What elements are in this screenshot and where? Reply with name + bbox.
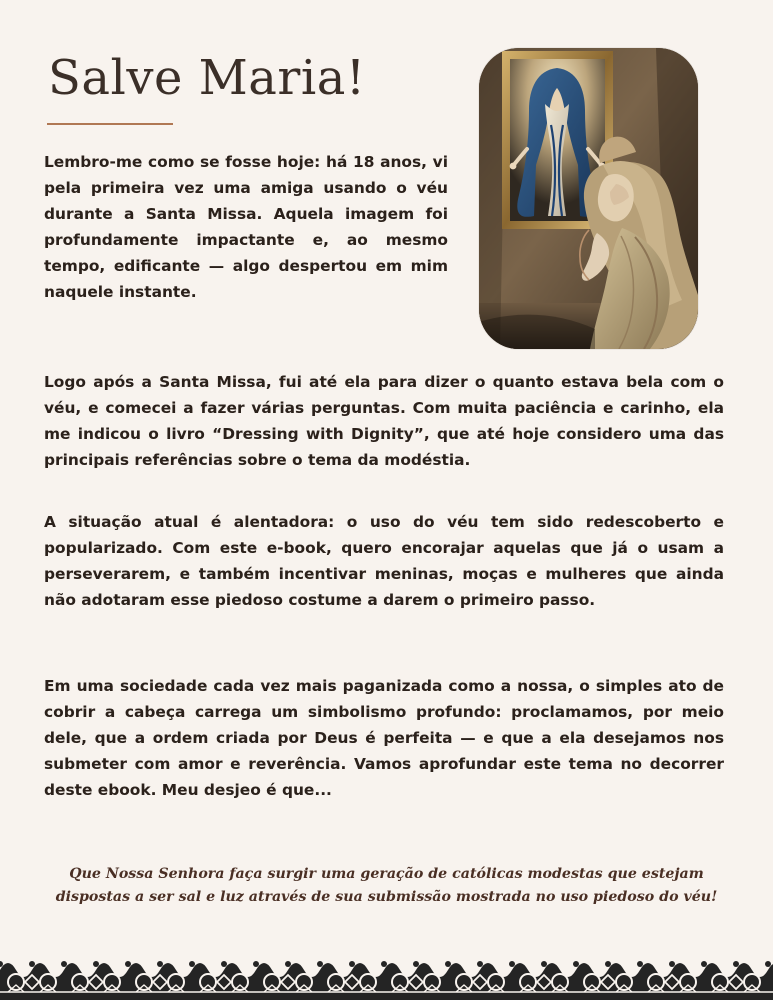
paragraph-4: Em uma sociedade cada vez mais paganizada como a nossa, o simples ato de cobrir a cabeça carrega um simbolismo profundo: proclamamos, por meio dele, que a ordem criada por Deus é perfeita — e que a ela desejamos nos submeter com amor e reverência. Vamos aprofundar este tema no decorrer deste ebook. Meu desjeo é que... (44, 677, 724, 799)
paragraph-2: Logo após a Santa Missa, fui até ela para dizer o quanto estava bela com o véu, e comecei a fazer várias perguntas. Com muita paciência e carinho, ela me indicou o livro “Dressing with Dignity”, que até hoje considero uma das principais referências sobre o tema da modéstia. (44, 373, 724, 469)
page-title: Salve Maria! (48, 50, 366, 106)
lace-border (0, 952, 773, 1000)
paragraph-3: A situação atual é alentadora: o uso do véu tem sido redescoberto e popularizado. Com este e-book, quero encorajar aquelas que já o usam a perseverarem, e também incentivar meninas, moças e mulheres que ainda não adotaram esse piedoso costume a darem o primeiro passo. (44, 513, 724, 609)
closing-blessing: Que Nossa Senhora faça surgir uma geração de católicas modestas que estejam dispostas a ser sal e luz através de sua submissão mostrada no uso piedoso do véu! (55, 866, 718, 905)
devotional-painting-image (479, 48, 698, 349)
title-underline (47, 123, 173, 125)
paragraph-1: Lembro-me como se fosse hoje: há 18 anos, vi pela primeira vez uma amiga usando o véu durante a Santa Missa. Aquela imagem foi profundamente impactante e, ao mesmo tempo, edificante — algo despertou em mim naquele instante. (44, 153, 448, 301)
